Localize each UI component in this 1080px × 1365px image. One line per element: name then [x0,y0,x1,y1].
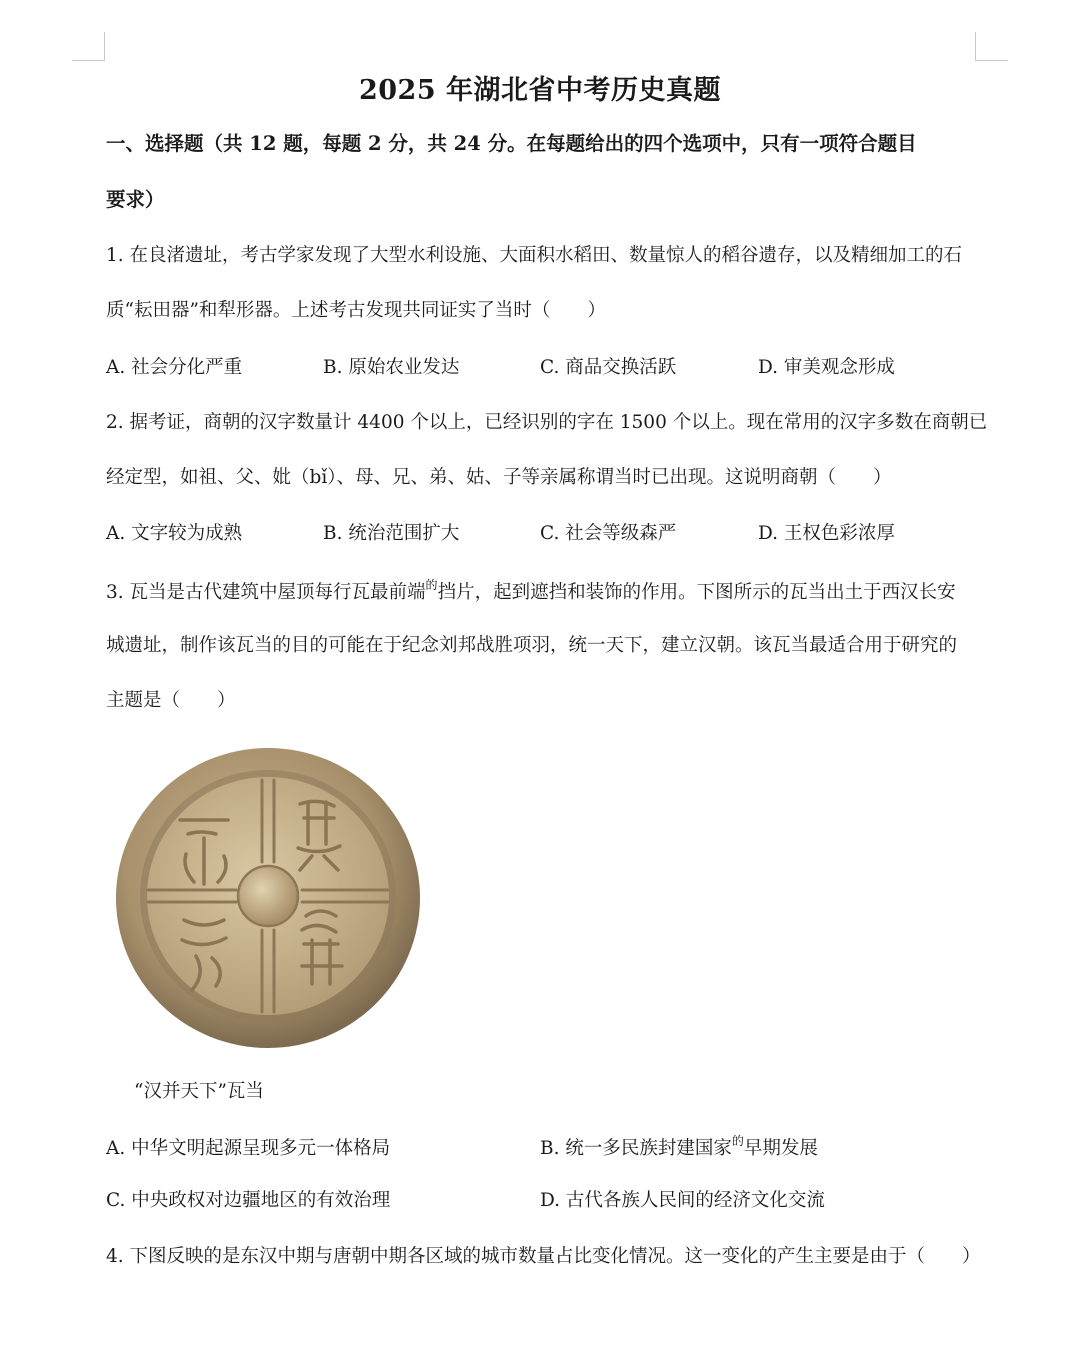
question-3-superscript: 的 [425,578,438,592]
question-1-line2: 质“耘田器”和犁形器。上述考古发现共同证实了当时（ ） [106,300,606,321]
question-1-option-c[interactable]: C. 商品交换活跃 [540,357,677,378]
question-4-line1: 4. 下图反映的是东汉中期与唐朝中期各区域的城市数量占比变化情况。这一变化的产生主要是由于（ ） [106,1246,981,1267]
question-3-option-a[interactable]: A. 中华文明起源呈现多元一体格局 [106,1138,391,1159]
question-2-option-c[interactable]: C. 社会等级森严 [540,523,677,544]
question-2-line2: 经定型，如祖、父、妣（bǐ）、母、兄、弟、姑、子等亲属称谓当时已出现。这说明商朝（ ） [106,467,892,488]
crop-mark-top-right [975,32,1008,61]
question-3-option-b-superscript: 的 [731,1134,744,1148]
question-2-option-b[interactable]: B. 统治范围扩大 [323,523,460,544]
question-3-option-b-part1: B. 统一多民族封建国家 [540,1138,732,1159]
question-3-line2: 城遗址，制作该瓦当的目的可能在于纪念刘邦战胜项羽，统一天下，建立汉朝。该瓦当最适合用于研究的 [106,635,958,656]
han-roof-tile-image [112,744,424,1050]
question-2-line1: 2. 据考证，商朝的汉字数量计 4400 个以上，已经识别的字在 1500 个以上。现在常用的汉字多数在商朝已 [106,412,988,433]
section-heading-line2: 要求） [106,188,165,211]
question-3-line3: 主题是（ ） [106,690,236,711]
question-3-line1-part2: 挡片，起到遮挡和装饰的作用。下图所示的瓦当出土于西汉长安 [437,582,956,603]
question-1-option-b[interactable]: B. 原始农业发达 [323,357,460,378]
crop-mark-top-left [72,32,105,61]
question-2-option-a[interactable]: A. 文字较为成熟 [106,523,243,544]
question-2-option-d[interactable]: D. 王权色彩浓厚 [758,523,895,544]
question-1-option-a[interactable]: A. 社会分化严重 [106,357,243,378]
image-caption: “汉并天下”瓦当 [134,1081,264,1102]
question-3-option-b[interactable] [540,1136,818,1163]
section-heading-line1: 一、选择题（共 12 题，每题 2 分，共 24 分。在每题给出的四个选项中，只有一项符合题目 [106,132,917,155]
page-title: 2025 年湖北省中考历史真题 [358,75,722,106]
question-3-option-c[interactable]: C. 中央政权对边疆地区的有效治理 [106,1190,391,1211]
question-1-line1: 1. 在良渚遗址，考古学家发现了大型水利设施、大面积水稻田、数量惊人的稻谷遗存，以及精细加工的石 [106,245,963,266]
question-3-option-b-part2: 早期发展 [743,1138,818,1159]
question-3-line1 [106,580,956,607]
question-1-option-d[interactable]: D. 审美观念形成 [758,357,895,378]
question-3-option-d[interactable]: D. 古代各族人民间的经济文化交流 [540,1190,825,1211]
question-3-line1-part1: 3. 瓦当是古代建筑中屋顶每行瓦最前端 [106,582,426,603]
